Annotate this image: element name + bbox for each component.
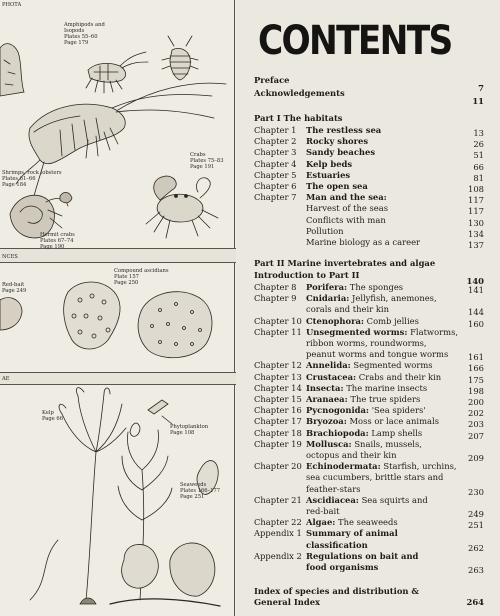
entry-page: 264 xyxy=(466,597,484,607)
entry-title xyxy=(306,528,398,538)
entry-page: 140 xyxy=(466,276,484,286)
chapter-title: Crustacea: xyxy=(306,371,357,382)
entry-title xyxy=(306,517,398,527)
kelp-drawing xyxy=(59,388,126,604)
caption-phytoplankton: Phytoplankton Page 108 xyxy=(170,424,209,436)
caption-photo-fragment: PHOTA xyxy=(2,2,22,8)
entry-page: 117 xyxy=(468,195,484,206)
entry-title xyxy=(306,147,375,157)
entry-page: 198 xyxy=(468,385,484,396)
caption-red-bait: Red-bait Page 249 xyxy=(2,282,27,294)
entry-title-cont: food organisms xyxy=(306,561,379,572)
entry-page: 137 xyxy=(468,240,484,250)
chapter-subtitle: 'Sea spiders' xyxy=(369,405,426,416)
caption-section-fragment: NCES xyxy=(2,254,18,260)
entry-title xyxy=(306,293,437,303)
chapter-title: Man and the sea: xyxy=(306,192,387,203)
chapter-subtitle: Crabs and their kin xyxy=(356,371,442,382)
caption-hermit-crabs: Hermit crabs Plates 67–74 Page 190 xyxy=(40,232,75,250)
chapter-title: Ctenophora: xyxy=(306,315,364,326)
chapter-title: Aranaea: xyxy=(306,394,348,404)
chapter-subtitle: Moss or lace animals xyxy=(346,416,440,427)
isopod-drawing xyxy=(162,36,198,80)
entry-title: Acknowledgements xyxy=(254,88,345,98)
page-title: CONTENTS xyxy=(258,18,452,64)
chapter-title: Porifera: xyxy=(306,282,348,292)
entry-page: 263 xyxy=(468,564,484,575)
entry-page: 134 xyxy=(468,228,484,239)
chapter-label: Chapter 5 xyxy=(254,169,297,180)
entry-page: 26 xyxy=(473,139,484,150)
entry-page: 160 xyxy=(468,318,484,329)
entry-title: Introduction to Part II xyxy=(254,270,360,280)
chapter-title: Regulations on bait and xyxy=(306,550,419,561)
entry-title xyxy=(306,316,419,326)
entry-page: 144 xyxy=(468,307,484,318)
chapter-label: Chapter 10 xyxy=(254,315,302,326)
chapter-label: Chapter 12 xyxy=(254,360,302,371)
chapter-title: Brachiopoda: xyxy=(306,427,369,438)
chapter-subtitle: Segmented worms xyxy=(350,360,433,371)
red-bait-drawing xyxy=(0,298,22,330)
entry-title xyxy=(306,551,418,561)
crab-drawing xyxy=(146,176,218,238)
chapter-label: Chapter 3 xyxy=(254,147,297,158)
entry-page: 209 xyxy=(468,452,484,463)
chapter-title: Mollusca: xyxy=(306,438,352,449)
chapter-title: Annelida: xyxy=(306,360,351,371)
entry-page: 166 xyxy=(468,363,484,374)
entry-page: 130 xyxy=(468,217,484,228)
entry-page: 203 xyxy=(468,419,484,430)
chapter-subtitle: The seaweeds xyxy=(335,517,398,528)
chapter-label: Chapter 8 xyxy=(254,282,297,292)
compound-ascidian-drawing xyxy=(64,282,212,358)
chapter-subtitle: Sea squirts and xyxy=(358,494,428,505)
illustration-column xyxy=(0,0,236,616)
entry-title-cont: corals and their kin xyxy=(306,304,389,315)
entry-page: 108 xyxy=(468,184,484,194)
entry-title xyxy=(306,428,422,438)
chapter-subtitle: Starfish, urchins, xyxy=(380,461,457,472)
entry-title xyxy=(306,439,422,449)
entry-title: Conflicts with man xyxy=(306,214,386,225)
entry-title: Marine biology as a career xyxy=(306,237,421,247)
entry-title xyxy=(306,170,350,180)
entry-title xyxy=(306,416,439,426)
chapter-label: Chapter 4 xyxy=(254,158,297,169)
entry-title-cont: ribbon worms, roundworms, xyxy=(306,337,427,348)
chapter-subtitle: Snails, mussels, xyxy=(351,438,422,449)
entry-title-cont: feather-stars xyxy=(306,483,361,494)
chapter-subtitle: Lamp shells xyxy=(368,427,423,438)
chapter-title: Kelp beds xyxy=(306,158,353,169)
entry-page: 161 xyxy=(468,352,484,363)
caption-crabs: Crabs Plates 75–83 Page 191 xyxy=(190,152,224,170)
chapter-title: Summary of animal xyxy=(306,528,398,539)
caption-seaweeds: Seaweeds Plates 166–177 Page 251 xyxy=(180,482,221,500)
line-drawings xyxy=(0,0,236,616)
entry-title xyxy=(306,394,420,404)
entry-title: Index of species and distribution & xyxy=(254,586,419,596)
chapter-label: Chapter 9 xyxy=(254,293,297,304)
seaweed-drawing xyxy=(30,430,220,606)
chapter-title: Estuaries xyxy=(306,169,351,180)
entry-page: 251 xyxy=(468,520,484,531)
chapter-label: Chapter 16 xyxy=(254,405,302,416)
entry-title xyxy=(306,461,457,471)
phytoplankton-drawing xyxy=(130,400,172,436)
entry-page: 11 xyxy=(472,96,484,106)
entry-title xyxy=(306,383,427,393)
caption-amphipods: Amphipods and Isopods Plates 55–60 Page 179 xyxy=(64,22,105,46)
chapter-title: Sandy beaches xyxy=(306,147,376,158)
entry-page: 81 xyxy=(473,172,484,183)
caption-compound-ascidians: Compound ascidians Plate 157 Page 250 xyxy=(114,268,169,286)
entry-title xyxy=(306,327,458,337)
entry-page: 175 xyxy=(468,374,484,385)
chapter-label: Chapter 7 xyxy=(254,192,297,203)
caption-shrimps: Shrimps, rock lobsters Plates 61–66 Page 184 xyxy=(2,170,62,188)
entry-title xyxy=(306,282,403,292)
entry-title-cont: classification xyxy=(306,539,368,550)
entry-title xyxy=(306,405,426,415)
chapter-label: Chapter 1 xyxy=(254,125,297,135)
entry-title-cont: General Index xyxy=(254,597,321,607)
chapter-subtitle: Comb jellies xyxy=(364,315,419,326)
entry-title xyxy=(306,372,441,382)
part-heading-text: Part I The habitats xyxy=(254,113,343,123)
chapter-title: The open sea xyxy=(306,181,368,191)
chapter-label: Chapter 21 xyxy=(254,494,302,505)
entry-page: 200 xyxy=(468,397,484,407)
chapter-title: Unsegmented worms: xyxy=(306,326,408,337)
chapter-subtitle: Jellyfish, anemones, xyxy=(349,293,437,304)
entry-page: 66 xyxy=(473,161,484,172)
entry-title xyxy=(306,495,428,505)
chapter-label: Chapter 14 xyxy=(254,382,302,393)
chapter-label: Chapter 6 xyxy=(254,181,297,191)
chapter-title: Rocky shores xyxy=(306,136,369,147)
entry-page: 202 xyxy=(468,408,484,419)
entry-title xyxy=(306,159,352,169)
chapter-label: Chapter 19 xyxy=(254,438,302,449)
chapter-label: Chapter 2 xyxy=(254,136,297,147)
chapter-title: Algae: xyxy=(306,517,336,528)
entry-page: 207 xyxy=(468,430,484,441)
entry-title xyxy=(306,125,381,135)
chapter-label: Chapter 11 xyxy=(254,326,302,337)
entry-title: Pollution xyxy=(306,225,344,236)
chapter-label: Chapter 20 xyxy=(254,461,302,472)
chapter-title: Ascidiacea: xyxy=(306,494,359,505)
entry-title xyxy=(306,360,433,370)
entry-page: 117 xyxy=(468,206,484,217)
entry-title-cont: octopus and their kin xyxy=(306,449,397,460)
entry-page: 13 xyxy=(473,128,484,138)
chapter-label: Chapter 13 xyxy=(254,371,302,382)
entry-title: Harvest of the seas xyxy=(306,203,389,214)
entry-title xyxy=(306,136,368,146)
entry-page: 262 xyxy=(468,542,484,553)
chapter-label: Chapter 15 xyxy=(254,394,302,404)
chapter-subtitle: The marine insects xyxy=(343,382,428,393)
part-heading-text: Part II Marine invertebrates and algae xyxy=(254,258,436,268)
entry-title xyxy=(306,192,387,202)
entry-page: 141 xyxy=(468,285,484,295)
chapter-label: Chapter 18 xyxy=(254,427,302,438)
entry-title xyxy=(306,181,368,191)
chapter-title: Bryozoa: xyxy=(306,416,347,427)
chapter-subtitle: The true spiders xyxy=(347,394,421,404)
chapter-label: Chapter 17 xyxy=(254,416,302,427)
chapter-title: Insecta: xyxy=(306,382,344,393)
chapter-title: Cnidaria: xyxy=(306,293,350,304)
chapter-label: Appendix 2 xyxy=(254,550,302,561)
caption-section-fragment-2: AE xyxy=(2,376,10,382)
chapter-subtitle: Flatworms, xyxy=(407,326,459,337)
entry-title-cont: red-bait xyxy=(306,505,340,516)
chapter-subtitle: The sponges xyxy=(347,282,404,292)
caption-kelp: Kelp Page 66 xyxy=(42,410,63,422)
entry-page: 230 xyxy=(468,486,484,497)
chapter-label: Appendix 1 xyxy=(254,528,302,539)
entry-title-cont: peanut worms and tongue worms xyxy=(306,349,449,360)
chapter-title: The restless sea xyxy=(306,125,382,135)
entry-title: Preface xyxy=(254,75,290,85)
contents-page xyxy=(236,0,500,616)
entry-page: 51 xyxy=(473,150,484,161)
chapter-title: Pycnogonida: xyxy=(306,405,370,416)
entry-title-cont: sea cucumbers, brittle stars and xyxy=(306,472,444,483)
entry-page: 7 xyxy=(478,83,484,93)
chapter-label: Chapter 22 xyxy=(254,517,302,528)
entry-page: 249 xyxy=(468,508,484,519)
rock-drawing xyxy=(0,44,24,96)
chapter-title: Echinodermata: xyxy=(306,461,381,472)
amphipod-drawing xyxy=(86,52,148,93)
